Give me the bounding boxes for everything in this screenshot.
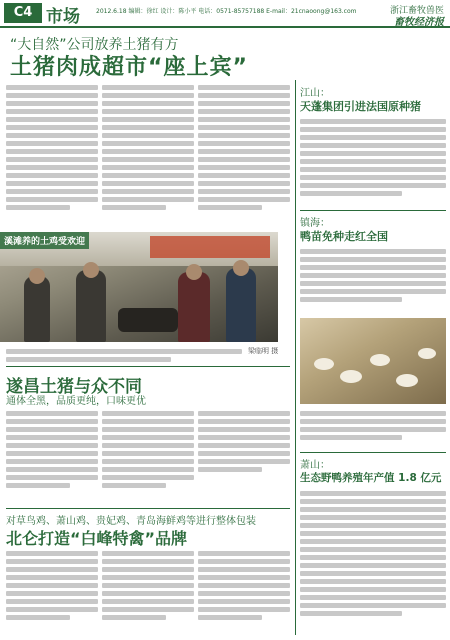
- page-badge: C4: [4, 3, 42, 23]
- section-title: 市场: [46, 7, 80, 27]
- right-news-3-place: 萧山：: [300, 460, 330, 471]
- photo-caption: 溪滩养的土鸡受欢迎: [0, 232, 89, 249]
- section-rule: [6, 366, 290, 367]
- middle-article-col-1: [6, 408, 98, 506]
- lead-article-col-3: [198, 82, 290, 230]
- middle-subtitle: 通体全黑，品质更纯，口味更优: [6, 396, 146, 407]
- section-rule-2: [6, 508, 290, 509]
- lead-article-col-2: [102, 82, 194, 230]
- lead-article-col-1: [6, 82, 98, 230]
- bottom-title: 北仑打造“白峰特禽”品牌: [6, 529, 188, 548]
- right-rule-1: [300, 210, 446, 211]
- edition-info: 2012.6.18 编辑：徐红 设计：陈小平 电话：0571-85757188 E-mail：21cnaoong@163.com: [96, 8, 357, 15]
- region-label: 浙江畜牧兽医: [389, 6, 444, 16]
- lead-subtitle: “大自然”公司放养土猪有方: [10, 37, 179, 53]
- right-news-1-place: 江山：: [300, 88, 330, 99]
- photo-credit: 梁临明 摄: [248, 347, 279, 355]
- middle-article-col-2: [102, 408, 194, 506]
- duck-photo: [300, 318, 446, 404]
- right-news-1-body: [300, 116, 446, 206]
- middle-article-col-3: [198, 408, 290, 506]
- bottom-subtitle: 对草鸟鸡、萧山鸡、贵妃鸡、青岛海鲜鸡等进行整体包装: [6, 516, 256, 527]
- masthead: [0, 0, 450, 28]
- right-rule-2: [300, 452, 446, 453]
- lead-title: 土猪肉成超市“座上宾”: [10, 55, 248, 80]
- right-news-1-title: 天蓬集团引进法国原种猪: [300, 100, 421, 113]
- bottom-article-col-3: [198, 548, 290, 636]
- bottom-article-col-2: [102, 548, 194, 636]
- middle-title: 遂昌土猪与众不同: [6, 377, 142, 397]
- right-news-3-body: [300, 488, 446, 636]
- right-news-2-title: 鸭苗免种走红全国: [300, 230, 388, 243]
- column-divider: [295, 80, 296, 635]
- right-news-2-body: [300, 246, 446, 314]
- photo-caption-text: [6, 346, 242, 362]
- paper-name: 畜牧经济报: [394, 17, 444, 28]
- bottom-article-col-1: [6, 548, 98, 636]
- right-news-3-title: 生态野鸭养殖年产值 1.8 亿元: [300, 472, 442, 484]
- right-news-2-place: 镇海：: [300, 218, 330, 229]
- right-news-2-body-cont: [300, 408, 446, 450]
